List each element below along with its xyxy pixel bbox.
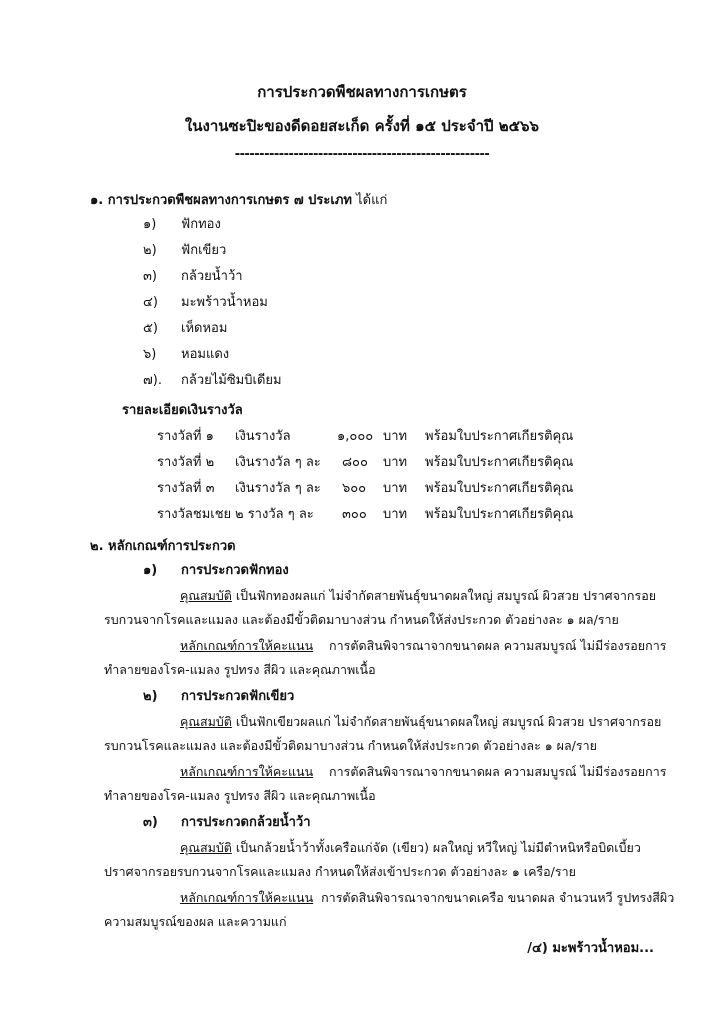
prize-amount: ๑,๐๐๐ [337,429,374,444]
prize-rank: รางวัลที่ ๓ [157,481,215,496]
document-subtitle: ในงานซะปิะของดีดอยสะเก็ด ครั้งที่ ๑๕ ประจำปี ๒๕๖๖ [184,117,540,135]
prize-note: พร้อมใบประกาศเกียรติคุณ [425,429,574,444]
criteria-line: หลักเกณฑ์การให้คะแนน การตัดสินพิจารณาจากขนาดผล ความสมบูรณ์ ไม่มีร่องรอยการ [180,764,667,779]
header-divider: ---------------------------------------------------- [234,147,490,162]
section1-heading-tail: ได้แก่ [351,193,388,208]
criteria-label: หลักเกณฑ์การให้คะแนน [180,890,314,905]
criteria-label: หลักเกณฑ์การให้คะแนน [180,764,314,779]
section2-heading: ๒. หลักเกณฑ์การประกวด [90,539,236,554]
criteria-line: ความสมบูรณ์ของผล และความแก่ [104,914,287,929]
qualification-line: ปราศจากรอยรบกวนจากโรคและแมลง กำหนดให้ส่งเข้าประกวด ตัวอย่างละ ๑ เครือ/ราย [104,864,576,879]
prize-desc: เงินรางวัล ๆ ละ [235,455,321,470]
prize-heading: รายละเอียดเงินรางวัล [122,403,243,418]
criteria-line: ทำลายของโรค-แมลง รูปทรง สีผิว และคุณภาพเนื้อ [104,788,376,803]
list-item: ๓) กล้วยน้ำว้า [143,269,243,284]
list-item: ๔) มะพร้าวน้ำหอม [143,295,268,310]
prize-amount: ๖๐๐ [342,481,367,496]
prize-rank: รางวัลที่ ๒ [157,455,215,470]
prize-unit: บาท [383,455,408,470]
qualification-line: รบกวนโรคและแมลง และต้องมีขั้วติดมาบางส่วน กำหนดให้ส่งประกวด ตัวอย่างละ ๑ ผล/ราย [104,738,597,753]
prize-amount: ๓๐๐ [342,507,367,522]
section1-heading-text: ๑. การประกวดพืชผลทางการเกษตร ๗ ประเภท [90,193,352,208]
prize-desc: ๒ รางวัล ๆ ละ [235,507,314,522]
qualification-line: คุณสมบัติ เป็นฟักเขียวผลแก่ ไม่จำกัดสายพันธุ์ขนาดผลใหญ่ สมบูรณ์ ผิวสวย ปราศจากรอย [180,714,662,729]
qualification-label: คุณสมบัติ [180,588,232,603]
qualification-label: คุณสมบัติ [180,714,232,729]
document-title: การประกวดพืชผลทางการเกษตร [257,83,467,101]
prize-unit: บาท [383,481,408,496]
prize-rank: รางวัลที่ ๑ [157,429,214,444]
prize-unit: บาท [383,507,408,522]
qualification-line: คุณสมบัติ เป็นกล้วยน้ำว้าทั้งเครือแก่จัด (เขียว) ผลใหญ่ หวีใหญ่ ไม่มีตำหนิหรือบิดเบี้ยว [180,840,641,855]
continued-marker: /๔) มะพร้าวน้ำหอม... [527,941,654,956]
prize-note: พร้อมใบประกาศเกียรติคุณ [425,455,574,470]
list-item: ๖) หอมแดง [143,347,230,362]
criteria-line: ทำลายของโรค-แมลง รูปทรง สีผิว และคุณภาพเนื้อ [104,662,376,677]
prize-desc: เงินรางวัล ๆ ละ [235,481,321,496]
list-item: ๑) ฟักทอง [143,217,221,232]
prize-amount: ๘๐๐ [342,455,368,470]
criteria-line: หลักเกณฑ์การให้คะแนน การตัดสินพิจารณาจากขนาดเครือ ขนาดผล จำนวนหวี รูปทรงสีผิว [180,890,675,905]
list-item: ๕) เห็ดหอม [143,321,228,336]
list-item: ๒) ฟักเขียว [143,243,227,258]
contest-title: ๑) การประกวดฟักทอง [143,563,289,578]
prize-note: พร้อมใบประกาศเกียรติคุณ [425,481,574,496]
qualification-line: รบกวนจากโรคและแมลง และต้องมีขั้วติดมาบางส่วน กำหนดให้ส่งประกวด ตัวอย่างละ ๑ ผล/ราย [104,612,619,627]
prize-rank: รางวัลชมเชย [157,507,232,522]
prize-note: พร้อมใบประกาศเกียรติคุณ [425,507,574,522]
section1-heading [90,192,387,210]
criteria-line: หลักเกณฑ์การให้คะแนน การตัดสินพิจารณาจากขนาดผล ความสมบูรณ์ ไม่มีร่องรอยการ [180,638,667,653]
criteria-label: หลักเกณฑ์การให้คะแนน [180,638,314,653]
qualification-line: คุณสมบัติ เป็นฟักทองผลแก่ ไม่จำกัดสายพันธุ์ขนาดผลใหญ่ สมบูรณ์ ผิวสวย ปราศจากรอย [180,588,657,603]
prize-unit: บาท [383,429,408,444]
list-item: ๗). กล้วยไม้ซิมบิเดียม [143,373,282,388]
prize-desc: เงินรางวัล [235,429,291,444]
contest-title: ๒) การประกวดฟักเขียว [143,689,295,704]
qualification-label: คุณสมบัติ [180,840,232,855]
contest-title: ๓) การประกวดกล้วยน้ำว้า [143,815,311,830]
